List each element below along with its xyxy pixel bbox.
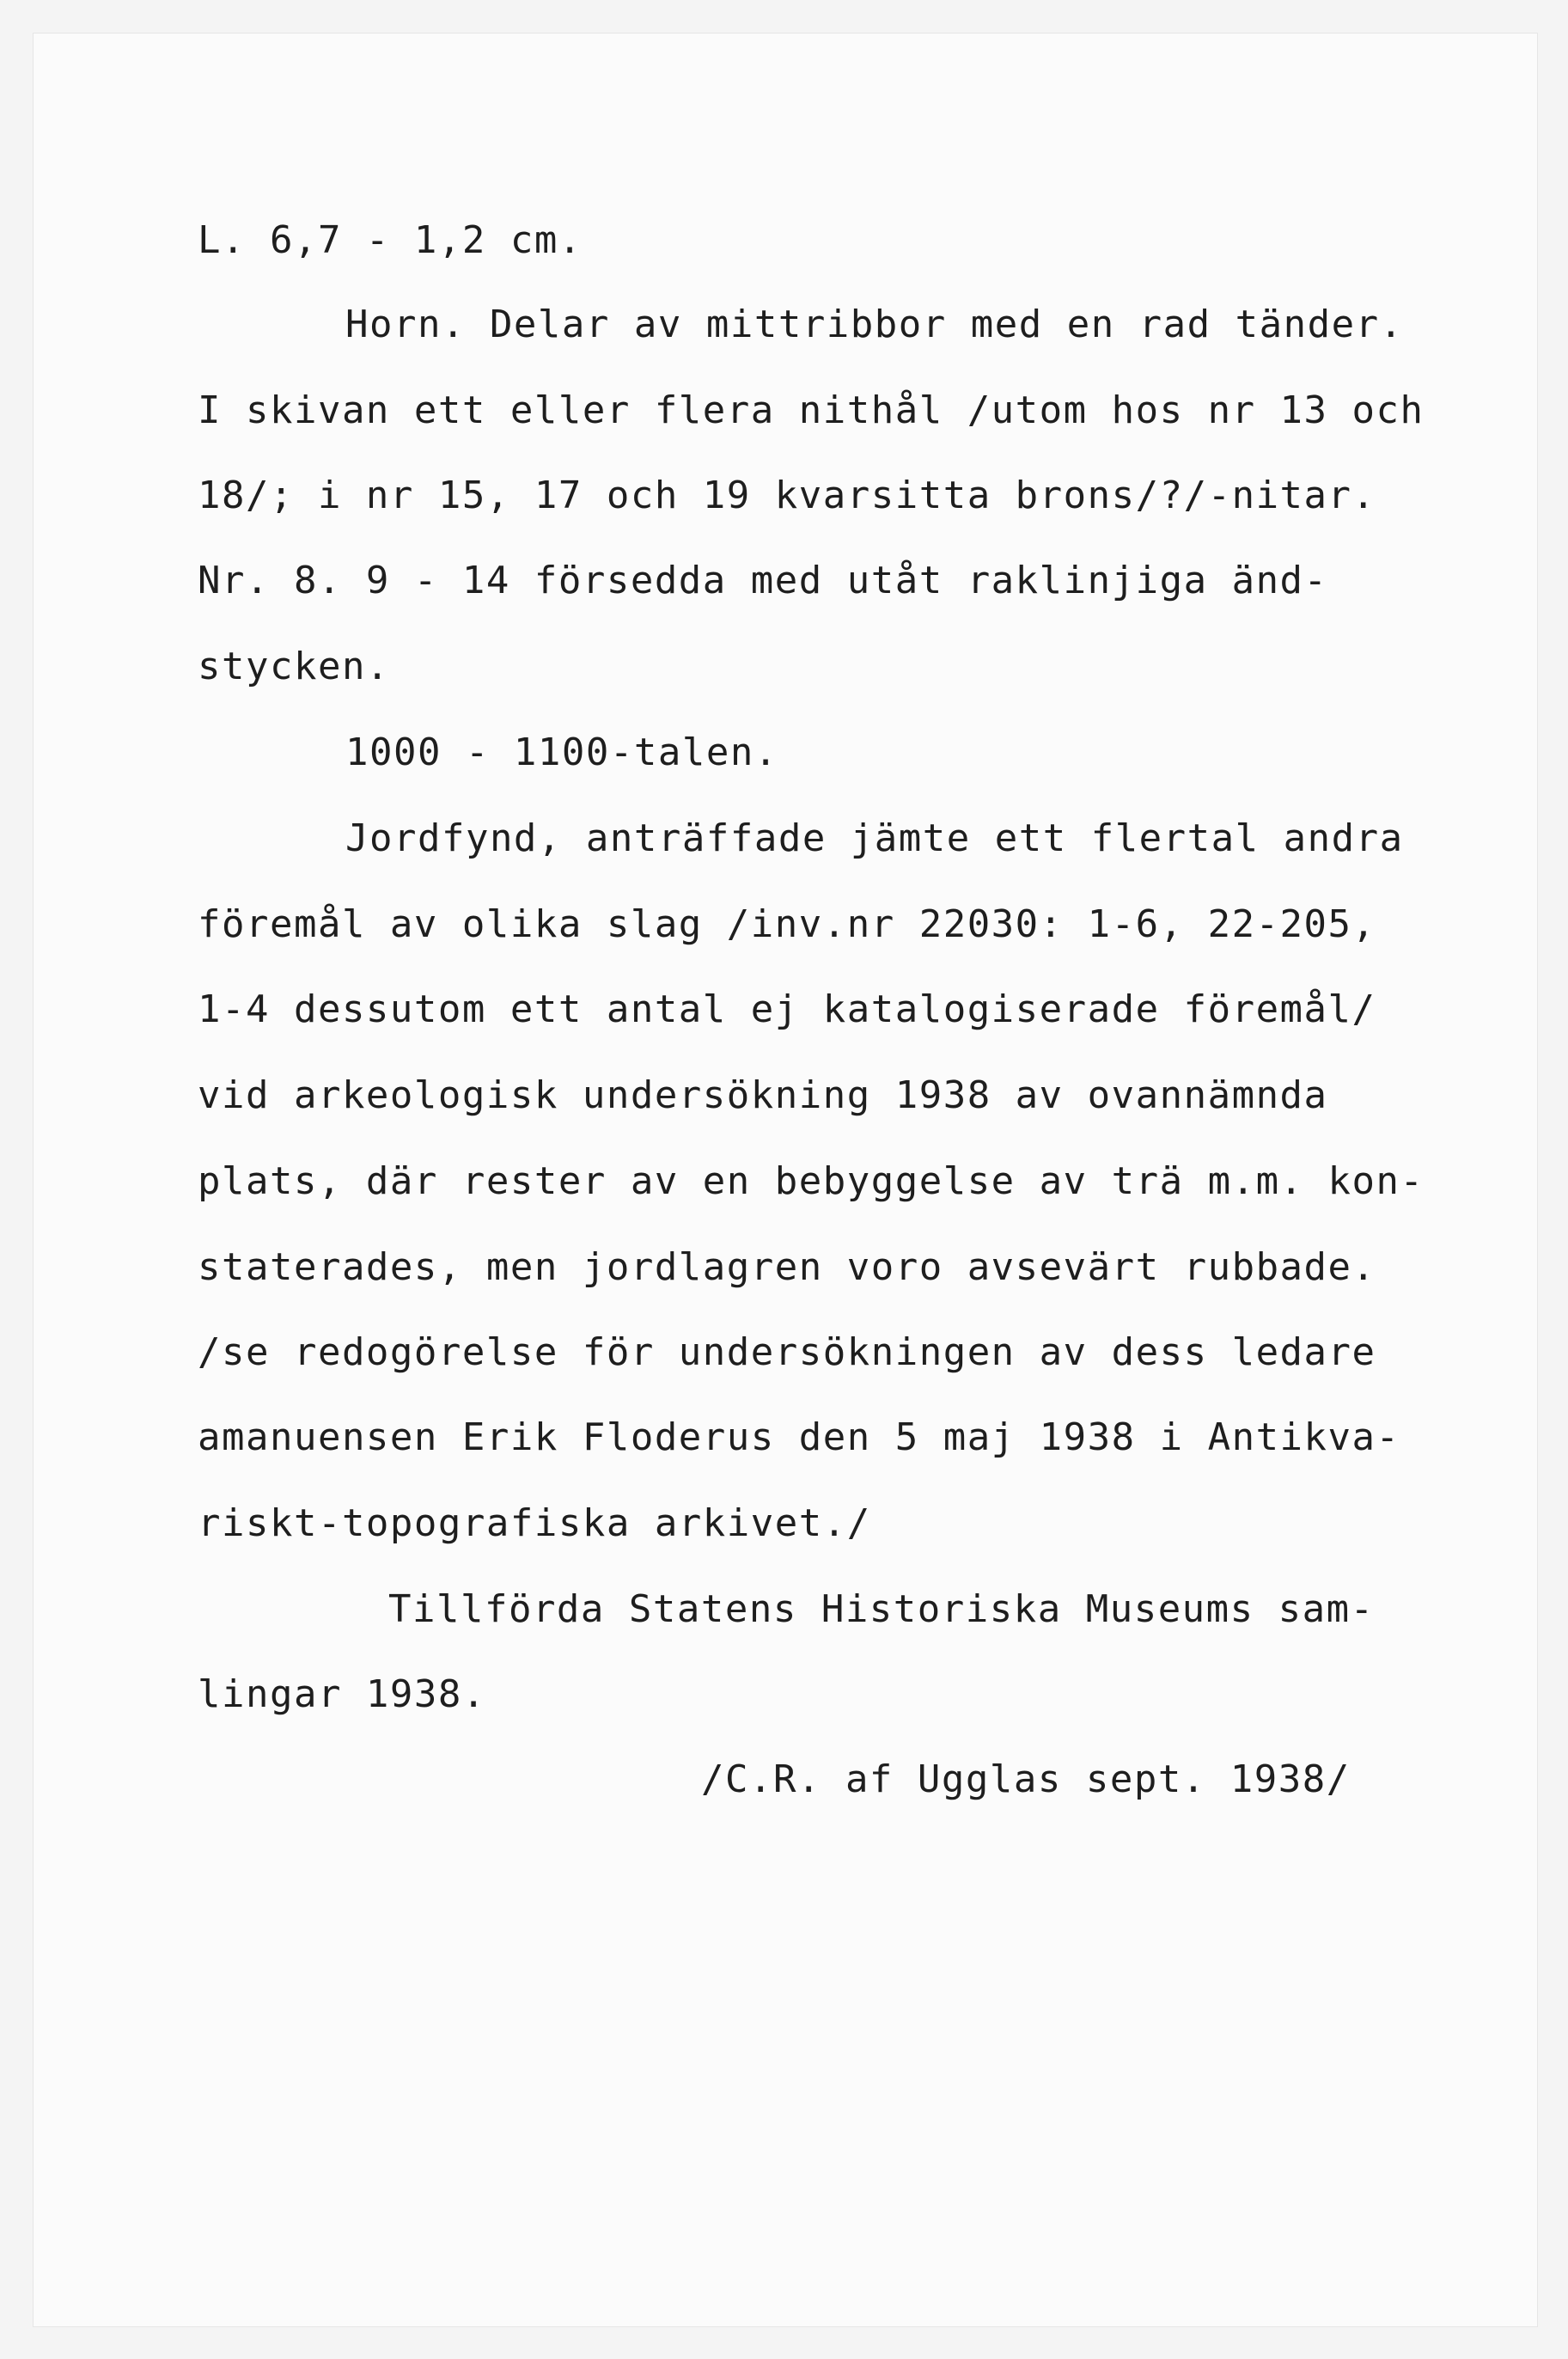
- text-line-5: Nr. 8. 9 - 14 försedda med utåt raklinjiga änd-: [198, 559, 1328, 602]
- text-line-10: 1-4 dessutom ett antal ej katalogiserade föremål/: [198, 987, 1376, 1031]
- text-line-6: stycken.: [198, 645, 390, 688]
- text-line-12: plats, där rester av en bebyggelse av trä m.m. kon-: [198, 1159, 1425, 1203]
- text-line-19: /C.R. af Ugglas sept. 1938/: [701, 1757, 1351, 1801]
- text-line-18: lingar 1938.: [198, 1672, 486, 1716]
- text-line-13: staterades, men jordlagren voro avsevärt rubbade.: [198, 1245, 1376, 1289]
- text-line-16: riskt-topografiska arkivet./: [198, 1501, 871, 1545]
- text-line-2: Horn. Delar av mittribbor med en rad tänder.: [345, 303, 1404, 346]
- catalog-card: [33, 33, 1538, 2327]
- text-line-8: Jordfynd, anträffade jämte ett flertal andra: [345, 816, 1404, 860]
- text-line-7: 1000 - 1100-talen.: [345, 730, 778, 774]
- text-line-11: vid arkeologisk undersökning 1938 av ovannämnda: [198, 1073, 1328, 1117]
- text-line-3: I skivan ett eller flera nithål /utom hos nr 13 och: [198, 388, 1425, 432]
- text-line-15: amanuensen Erik Floderus den 5 maj 1938 i Antikva-: [198, 1415, 1400, 1459]
- text-line-14: /se redogörelse för undersökningen av dess ledare: [198, 1330, 1376, 1374]
- text-line-4: 18/; i nr 15, 17 och 19 kvarsitta brons/?/-nitar.: [198, 474, 1376, 517]
- text-line-1: L. 6,7 - 1,2 cm.: [198, 218, 583, 262]
- text-line-9: föremål av olika slag /inv.nr 22030: 1-6, 22-205,: [198, 902, 1376, 946]
- text-line-17: Tillförda Statens Historiska Museums sam-: [388, 1587, 1375, 1631]
